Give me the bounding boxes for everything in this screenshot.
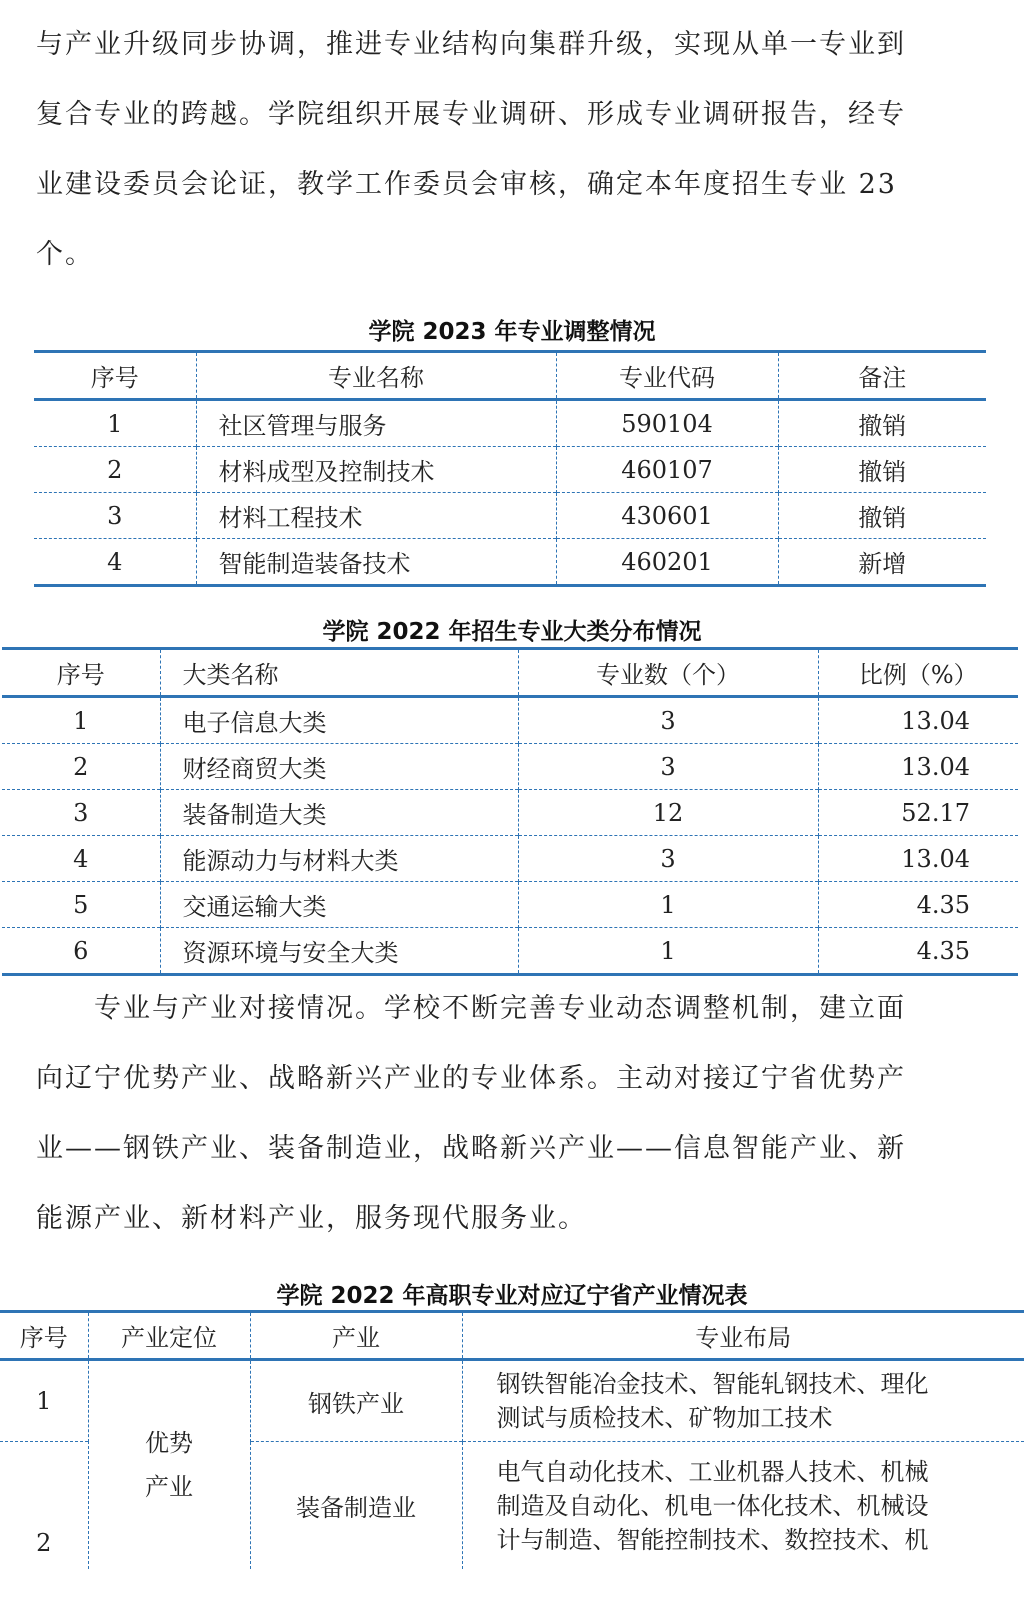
table-row <box>2 697 1018 744</box>
table-row <box>2 882 1018 928</box>
industry-name: 钢铁产业 <box>250 1360 462 1442</box>
row-number: 1 <box>73 706 89 735</box>
major-name: 材料成型及控制技术 <box>196 447 556 493</box>
category-name: 资源环境与安全大类 <box>160 928 518 975</box>
industry-positioning <box>88 1360 250 1570</box>
table-row <box>34 539 986 586</box>
industry-alignment-paragraph <box>36 974 986 1254</box>
major-name: 社区管理与服务 <box>196 400 556 447</box>
major-count: 1 <box>518 928 818 975</box>
category-name: 能源动力与材料大类 <box>160 836 518 882</box>
major-name: 材料工程技术 <box>196 493 556 539</box>
header-cell: 序号 <box>2 649 160 697</box>
row-number: 4 <box>34 539 196 586</box>
ratio: 13.04 <box>818 697 1018 744</box>
header-cell: 产业 <box>250 1312 462 1360</box>
industry-correspondence-table <box>0 1310 1024 1569</box>
header-cell: 专业代码 <box>556 352 778 400</box>
table-header-row <box>0 1312 1024 1360</box>
table-row <box>0 1360 1024 1442</box>
row-number: 5 <box>2 882 160 928</box>
table-row <box>2 790 1018 836</box>
row-number: 3 <box>2 790 160 836</box>
major-code: 590104 <box>556 400 778 447</box>
category-name: 电子信息大类 <box>160 697 518 744</box>
major-count: 1 <box>518 882 818 928</box>
category-name: 交通运输大类 <box>160 882 518 928</box>
major-code: 430601 <box>556 493 778 539</box>
major-name: 智能制造装备技术 <box>196 539 556 586</box>
layout-line: 测试与质检技术、矿物加工技术 <box>496 1404 833 1432</box>
header-cell: 大类名称 <box>160 649 518 697</box>
major-layout <box>462 1360 1024 1442</box>
industry-name: 装备制造业 <box>250 1442 462 1570</box>
intro-line: 与产业升级同步协调，推进专业结构向集群升级，实现从单一专业到 <box>36 29 906 60</box>
ratio: 52.17 <box>818 790 1018 836</box>
intro-line: 复合专业的跨越。学院组织开展专业调研、形成专业调研报告，经专 <box>36 99 906 130</box>
paragraph-line: 业——钢铁产业、装备制造业，战略新兴产业——信息智能产业、新 <box>36 1133 906 1164</box>
layout-line: 制造及自动化、机电一体化技术、机械设 <box>496 1491 929 1520</box>
row-number: 3 <box>34 493 196 539</box>
remark: 撤销 <box>778 493 986 539</box>
positioning-line: 产业 <box>145 1473 193 1501</box>
major-count: 12 <box>518 790 818 836</box>
row-number: 4 <box>2 836 160 882</box>
major-code: 460201 <box>556 539 778 586</box>
paragraph-line: 专业与产业对接情况。学校不断完善专业动态调整机制，建立面 <box>94 993 906 1024</box>
row-number: 2 <box>0 1442 88 1570</box>
header-cell: 序号 <box>0 1312 88 1360</box>
row-number: 2 <box>2 744 160 790</box>
header-cell: 序号 <box>34 352 196 400</box>
table1-caption: 学院 2023 年专业调整情况 <box>368 319 656 345</box>
layout-line: 钢铁智能冶金技术、智能轧钢技术、理化 <box>496 1370 929 1398</box>
layout-line: 计与制造、智能控制技术、数控技术、机 <box>496 1525 929 1554</box>
remark: 新增 <box>778 539 986 586</box>
table-row <box>2 836 1018 882</box>
category-name: 财经商贸大类 <box>160 744 518 790</box>
paragraph-line: 向辽宁优势产业、战略新兴产业的专业体系。主动对接辽宁省优势产 <box>36 1063 906 1094</box>
ratio: 13.04 <box>818 744 1018 790</box>
major-count: 3 <box>518 836 818 882</box>
row-number: 6 <box>2 928 160 975</box>
ratio: 4.35 <box>818 928 1018 975</box>
remark: 撤销 <box>778 447 986 493</box>
table-row <box>2 744 1018 790</box>
paragraph-line: 能源产业、新材料产业，服务现代服务业。 <box>36 1203 587 1234</box>
intro-paragraph <box>36 10 986 290</box>
header-cell: 专业数（个） <box>518 649 818 697</box>
remark: 撤销 <box>778 400 986 447</box>
table-header-row <box>34 352 986 400</box>
major-adjustment-table <box>34 350 986 587</box>
intro-line: 业建设委员会论证，教学工作委员会审核，确定本年度招生专业 23 <box>36 169 897 200</box>
table-header-row <box>2 649 1018 697</box>
major-layout <box>462 1442 1024 1570</box>
layout-line: 电气自动化技术、工业机器人技术、机械 <box>496 1457 929 1486</box>
major-code: 460107 <box>556 447 778 493</box>
row-number: 1 <box>107 409 123 438</box>
ratio: 4.35 <box>818 882 1018 928</box>
major-count: 3 <box>518 697 818 744</box>
ratio: 13.04 <box>818 836 1018 882</box>
row-number: 2 <box>34 447 196 493</box>
header-cell: 比例（%） <box>818 649 1018 697</box>
header-cell: 备注 <box>778 352 986 400</box>
major-count: 3 <box>518 744 818 790</box>
table2-caption: 学院 2022 年招生专业大类分布情况 <box>322 619 702 645</box>
intro-line: 个。 <box>36 239 94 270</box>
table3-caption: 学院 2022 年高职专业对应辽宁省产业情况表 <box>276 1283 748 1309</box>
header-cell: 专业布局 <box>462 1312 1024 1360</box>
header-cell: 产业定位 <box>88 1312 250 1360</box>
category-distribution-table <box>2 647 1018 976</box>
table-row <box>34 400 986 447</box>
table-row <box>34 447 986 493</box>
table-row <box>34 493 986 539</box>
header-cell: 专业名称 <box>196 352 556 400</box>
category-name: 装备制造大类 <box>160 790 518 836</box>
row-number: 1 <box>36 1387 52 1415</box>
positioning-line: 优势 <box>145 1429 193 1457</box>
table-row <box>2 928 1018 975</box>
